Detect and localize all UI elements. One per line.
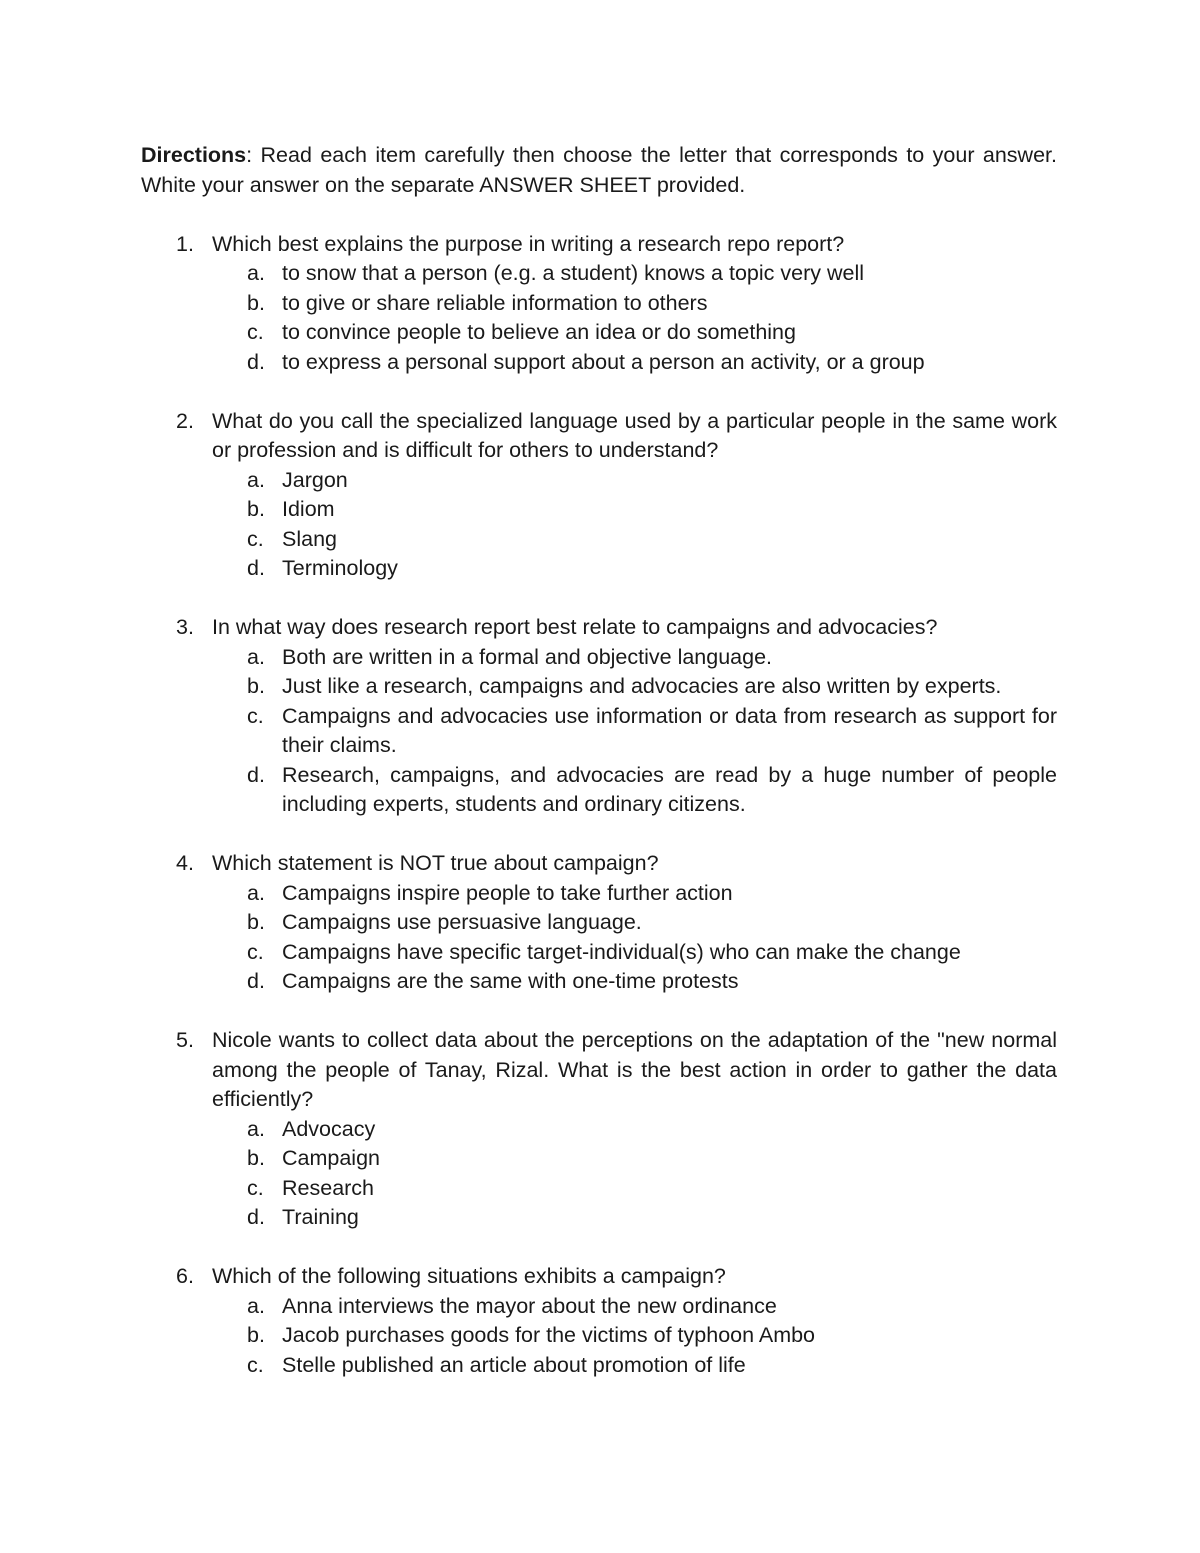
choice-letter: d. bbox=[247, 969, 265, 993]
choice-b bbox=[141, 495, 1057, 525]
choice-c bbox=[141, 1351, 1057, 1381]
question-text: Nicole wants to collect data about the perceptions on the adaptation of the "new normal among the people of Tanay, Rizal. What is the best action in order to gather the data efficiently? bbox=[212, 1028, 1057, 1111]
choice-a bbox=[141, 879, 1057, 909]
question-text: Which statement is NOT true about campaign? bbox=[212, 851, 659, 875]
question-number: 2. bbox=[176, 408, 194, 433]
question-text: Which best explains the purpose in writing a research repo report? bbox=[212, 231, 845, 256]
choice-d bbox=[141, 1203, 1057, 1233]
choice-text: to snow that a person (e.g. a student) knows a topic very well bbox=[282, 261, 864, 285]
question-text: Which of the following situations exhibits a campaign? bbox=[212, 1264, 726, 1288]
choice-letter: a. bbox=[247, 644, 265, 669]
choice-letter: c. bbox=[247, 939, 264, 964]
choice-letter: a. bbox=[247, 1116, 265, 1141]
choice-letter: d. bbox=[247, 556, 265, 580]
choice-text: to convince people to believe an idea or do something bbox=[282, 320, 796, 344]
choice-text: Idiom bbox=[282, 497, 335, 521]
choice-text: Just like a research, campaigns and advocacies are also written by experts. bbox=[282, 674, 1002, 698]
directions-label: Directions bbox=[141, 143, 247, 167]
question-text: In what way does research report best relate to campaigns and advocacies? bbox=[212, 615, 938, 639]
choice-letter: c. bbox=[247, 320, 264, 344]
question-6 bbox=[141, 1262, 1057, 1380]
choice-text: Both are written in a formal and objective language. bbox=[282, 644, 773, 669]
choice-letter: a. bbox=[247, 1293, 265, 1318]
choice-letter: d. bbox=[247, 1205, 265, 1229]
choice-letter: c. bbox=[247, 1352, 264, 1377]
directions-text: : Read each item carefully then choose the letter that corresponds to your answer. White your answer on the separate ANSWER SHEET provided. bbox=[141, 143, 1057, 197]
choice-b bbox=[141, 908, 1057, 938]
choice-letter: a. bbox=[247, 880, 265, 905]
choice-b bbox=[141, 289, 1057, 319]
choice-letter: d. bbox=[247, 349, 265, 374]
choice-text: Jargon bbox=[282, 467, 348, 492]
choice-b bbox=[141, 672, 1057, 702]
choice-c bbox=[141, 525, 1057, 555]
choice-text: Advocacy bbox=[282, 1116, 376, 1141]
choice-b bbox=[141, 1321, 1057, 1351]
question-5 bbox=[141, 1026, 1057, 1233]
choice-a bbox=[141, 643, 1057, 673]
question-text: What do you call the specialized language used by a particular people in the same work or profession and is difficult for others to understand? bbox=[212, 408, 1057, 462]
choice-letter: b. bbox=[247, 674, 265, 698]
choice-a bbox=[141, 259, 1057, 289]
question-3 bbox=[141, 613, 1057, 820]
choice-text: Campaigns and advocacies use information or data from research as support for their claims. bbox=[282, 703, 1057, 757]
choice-text: Training bbox=[282, 1205, 359, 1229]
question-list bbox=[141, 230, 1057, 1381]
choice-d bbox=[141, 348, 1057, 378]
question-number: 6. bbox=[176, 1264, 194, 1288]
choice-letter: b. bbox=[247, 1146, 265, 1170]
document-page bbox=[141, 141, 1057, 1410]
choice-c bbox=[141, 318, 1057, 348]
choice-text: Research, campaigns, and advocacies are read by a huge number of people including experts, students and ordinary citizens. bbox=[282, 762, 1057, 816]
choice-letter: a. bbox=[247, 467, 265, 492]
choice-letter: b. bbox=[247, 910, 265, 934]
choice-a bbox=[141, 466, 1057, 496]
question-number: 1. bbox=[176, 231, 194, 256]
choice-letter: b. bbox=[247, 497, 265, 521]
question-2 bbox=[141, 407, 1057, 584]
choice-letter: c. bbox=[247, 526, 264, 551]
question-number: 4. bbox=[176, 851, 194, 875]
choice-c bbox=[141, 702, 1057, 761]
question-4 bbox=[141, 849, 1057, 997]
choice-text: Campaigns inspire people to take further action bbox=[282, 880, 733, 905]
choice-text: Stelle published an article about promotion of life bbox=[282, 1352, 746, 1377]
choice-d bbox=[141, 967, 1057, 997]
choice-letter: c. bbox=[247, 703, 264, 728]
choice-text: Jacob purchases goods for the victims of typhoon Ambo bbox=[282, 1323, 816, 1347]
question-number: 5. bbox=[176, 1028, 194, 1052]
choice-a bbox=[141, 1115, 1057, 1145]
choice-text: Campaigns are the same with one-time protests bbox=[282, 969, 739, 993]
choice-d bbox=[141, 554, 1057, 584]
choice-letter: b. bbox=[247, 1323, 265, 1347]
choice-letter: a. bbox=[247, 261, 265, 285]
choice-text: Anna interviews the mayor about the new ordinance bbox=[282, 1293, 777, 1318]
choice-d bbox=[141, 761, 1057, 820]
choice-text: Campaigns use persuasive language. bbox=[282, 910, 642, 934]
choice-text: Research bbox=[282, 1175, 375, 1200]
choice-text: to give or share reliable information to others bbox=[282, 290, 708, 315]
choice-c bbox=[141, 938, 1057, 968]
question-1 bbox=[141, 230, 1057, 378]
choice-text: Terminology bbox=[282, 556, 398, 580]
choice-text: Slang bbox=[282, 526, 337, 551]
choice-a bbox=[141, 1292, 1057, 1322]
question-number: 3. bbox=[176, 615, 194, 639]
choice-letter: b. bbox=[247, 290, 265, 315]
choice-letter: d. bbox=[247, 762, 265, 787]
directions-paragraph bbox=[141, 141, 1057, 200]
choice-text: Campaigns have specific target-individual(s) who can make the change bbox=[282, 939, 961, 964]
choice-b bbox=[141, 1144, 1057, 1174]
choice-c bbox=[141, 1174, 1057, 1204]
choice-text: to express a personal support about a person an activity, or a group bbox=[282, 349, 925, 374]
choice-letter: c. bbox=[247, 1175, 264, 1200]
choice-text: Campaign bbox=[282, 1146, 380, 1170]
